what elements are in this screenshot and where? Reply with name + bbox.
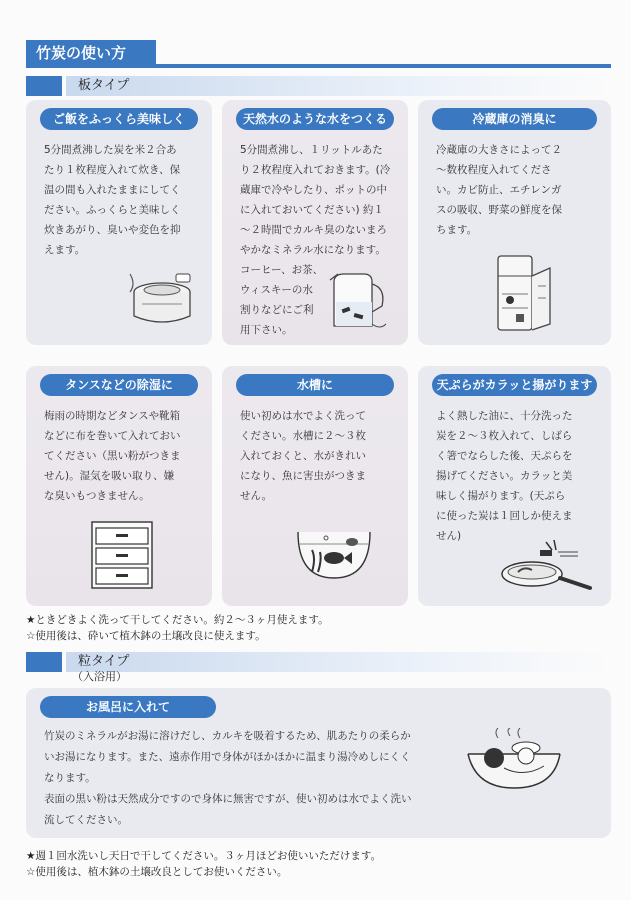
card-line: 揚げてください。カラッと美 [436, 470, 573, 482]
card-water [222, 100, 408, 345]
card-line: り２枚程度入れておきます。(冷 [240, 164, 391, 176]
refrigerator-icon [488, 250, 558, 336]
card-line: 炊きあがり、臭いや変色を抑 [44, 224, 181, 236]
card-line: などに布を巻いて入れておい [44, 430, 181, 442]
card-line: 入れておくと、水がきれい [240, 450, 366, 462]
card-line: になり、魚に害虫がつきま [240, 470, 366, 482]
card-body [436, 140, 597, 240]
card-line: 流してください。 [44, 814, 128, 826]
card-line: ださい。ふっくらと美味しく [44, 204, 181, 216]
card-line: てください（黒い粉がつきま [44, 450, 181, 462]
card-body [44, 726, 461, 831]
card-fridge [418, 100, 611, 345]
card-line: なります。 [44, 772, 96, 784]
card-line: ウィスキーの水 [240, 284, 313, 296]
card-line: 温の間も入れたままにしてく [44, 184, 181, 196]
card-line: スの吸収、野菜の鮮度を保 [436, 204, 562, 216]
card-aquarium [222, 366, 408, 606]
card-line: 冷蔵庫の大きさによって２ [436, 144, 562, 156]
card-line: 表面の黒い粉は天然成分ですので身体に無害ですが、使い初めは水でよく洗い [44, 793, 412, 805]
card-line: ～２時間でカルキ臭のないまろ [240, 224, 387, 236]
card-heading: 天ぷらがカラッと揚がります [432, 374, 597, 396]
card-line: いお湯になります。また、遠赤作用で身体がほかほかに温まり湯冷めしにくく [44, 751, 411, 763]
note-line: ★週１回水洗いし天日で干してください。３ヶ月ほどお使いいただけます。 [26, 850, 382, 862]
card-line: 炭を２～３枚入れて、しばら [436, 430, 573, 442]
card-line: ください。水槽に２～３枚 [240, 430, 366, 442]
tsubu-notes [26, 848, 611, 880]
card-body [240, 406, 394, 506]
card-dehumidify [26, 366, 212, 606]
card-line: ちます。 [436, 224, 478, 236]
card-heading: 冷蔵庫の消臭に [432, 108, 597, 130]
card-line: コーヒー、お茶、 [240, 264, 324, 276]
title-underline [26, 64, 611, 68]
section-sublabel-tsubu: （入浴用） [72, 670, 127, 683]
card-line: 梅雨の時期などタンスや靴箱 [44, 410, 181, 422]
card-line: たり１枚程度入れて炊き、保 [44, 164, 181, 176]
card-line: に入れておいてください) 約１ [240, 204, 384, 216]
bathtub-icon [464, 728, 564, 798]
card-bath [26, 688, 611, 838]
fish-tank-icon [292, 522, 376, 582]
page-title: 竹炭の使い方 [26, 40, 156, 66]
card-line: せん。 [240, 490, 273, 502]
drawer-chest-icon [88, 516, 158, 590]
card-body [436, 406, 597, 546]
card-body [44, 140, 198, 260]
section-header-ita [26, 76, 611, 96]
ita-notes [26, 612, 611, 644]
card-line: 蔵庫で冷やしたり、ポットの中 [240, 184, 387, 196]
section-label-tsubu: 粒タイプ [78, 654, 130, 669]
card-line: ～数枚程度入れてくださ [436, 164, 552, 176]
card-heading: お風呂に入れて [40, 696, 216, 718]
card-line: やかなミネラル水になります。 [240, 244, 386, 256]
card-line: せん)。湿気を吸い取り、嫌 [44, 470, 175, 482]
card-body [44, 406, 198, 506]
card-line: 味しく揚がります。(天ぷら [436, 490, 566, 502]
card-line: 竹炭のミネラルがお湯に溶けだし、カルキを吸着するため、肌あたりの柔らか [44, 730, 411, 742]
card-line: く箸でならした後、天ぷらを [436, 450, 573, 462]
note-line: ☆使用後は、植木鉢の土壌改良としてお使いください。 [26, 866, 288, 878]
water-pot-icon [326, 268, 390, 334]
section-header-tsubu [26, 652, 611, 672]
rice-cooker-icon [122, 270, 202, 330]
card-line: 5分間煮沸した炭を米２合あ [44, 144, 177, 156]
card-line: えます。 [44, 244, 86, 256]
card-line: よく熱した油に、十分洗った [436, 410, 573, 422]
card-heading: 天然水のような水をつくる [236, 108, 394, 130]
card-line: な臭いもつきません。 [44, 490, 150, 502]
note-line: ☆使用後は、砕いて植木鉢の土壌改良に使えます。 [26, 630, 266, 642]
card-line: 用下さい。 [240, 324, 293, 336]
card-line: 割りなどにご利 [240, 304, 314, 316]
frying-pan-icon [496, 538, 596, 594]
card-line: い。カビ防止、エチレンガ [436, 184, 562, 196]
card-line: に使った炭は１回しか使えま [436, 510, 573, 522]
card-line: 使い初めは水でよく洗って [240, 410, 366, 422]
card-tempura [418, 366, 611, 606]
card-line: 5分間煮沸し、１リットルあた [240, 144, 383, 156]
note-line: ★ときどきよく洗って干してください。約２～３ヶ月使えます。 [26, 614, 329, 626]
section-label-ita: 板タイプ [78, 78, 130, 93]
card-heading: タンスなどの除湿に [40, 374, 198, 396]
card-line: せん) [436, 530, 462, 542]
card-rice [26, 100, 212, 345]
card-heading: 水槽に [236, 374, 394, 396]
card-heading: ご飯をふっくら美味しく [40, 108, 198, 130]
